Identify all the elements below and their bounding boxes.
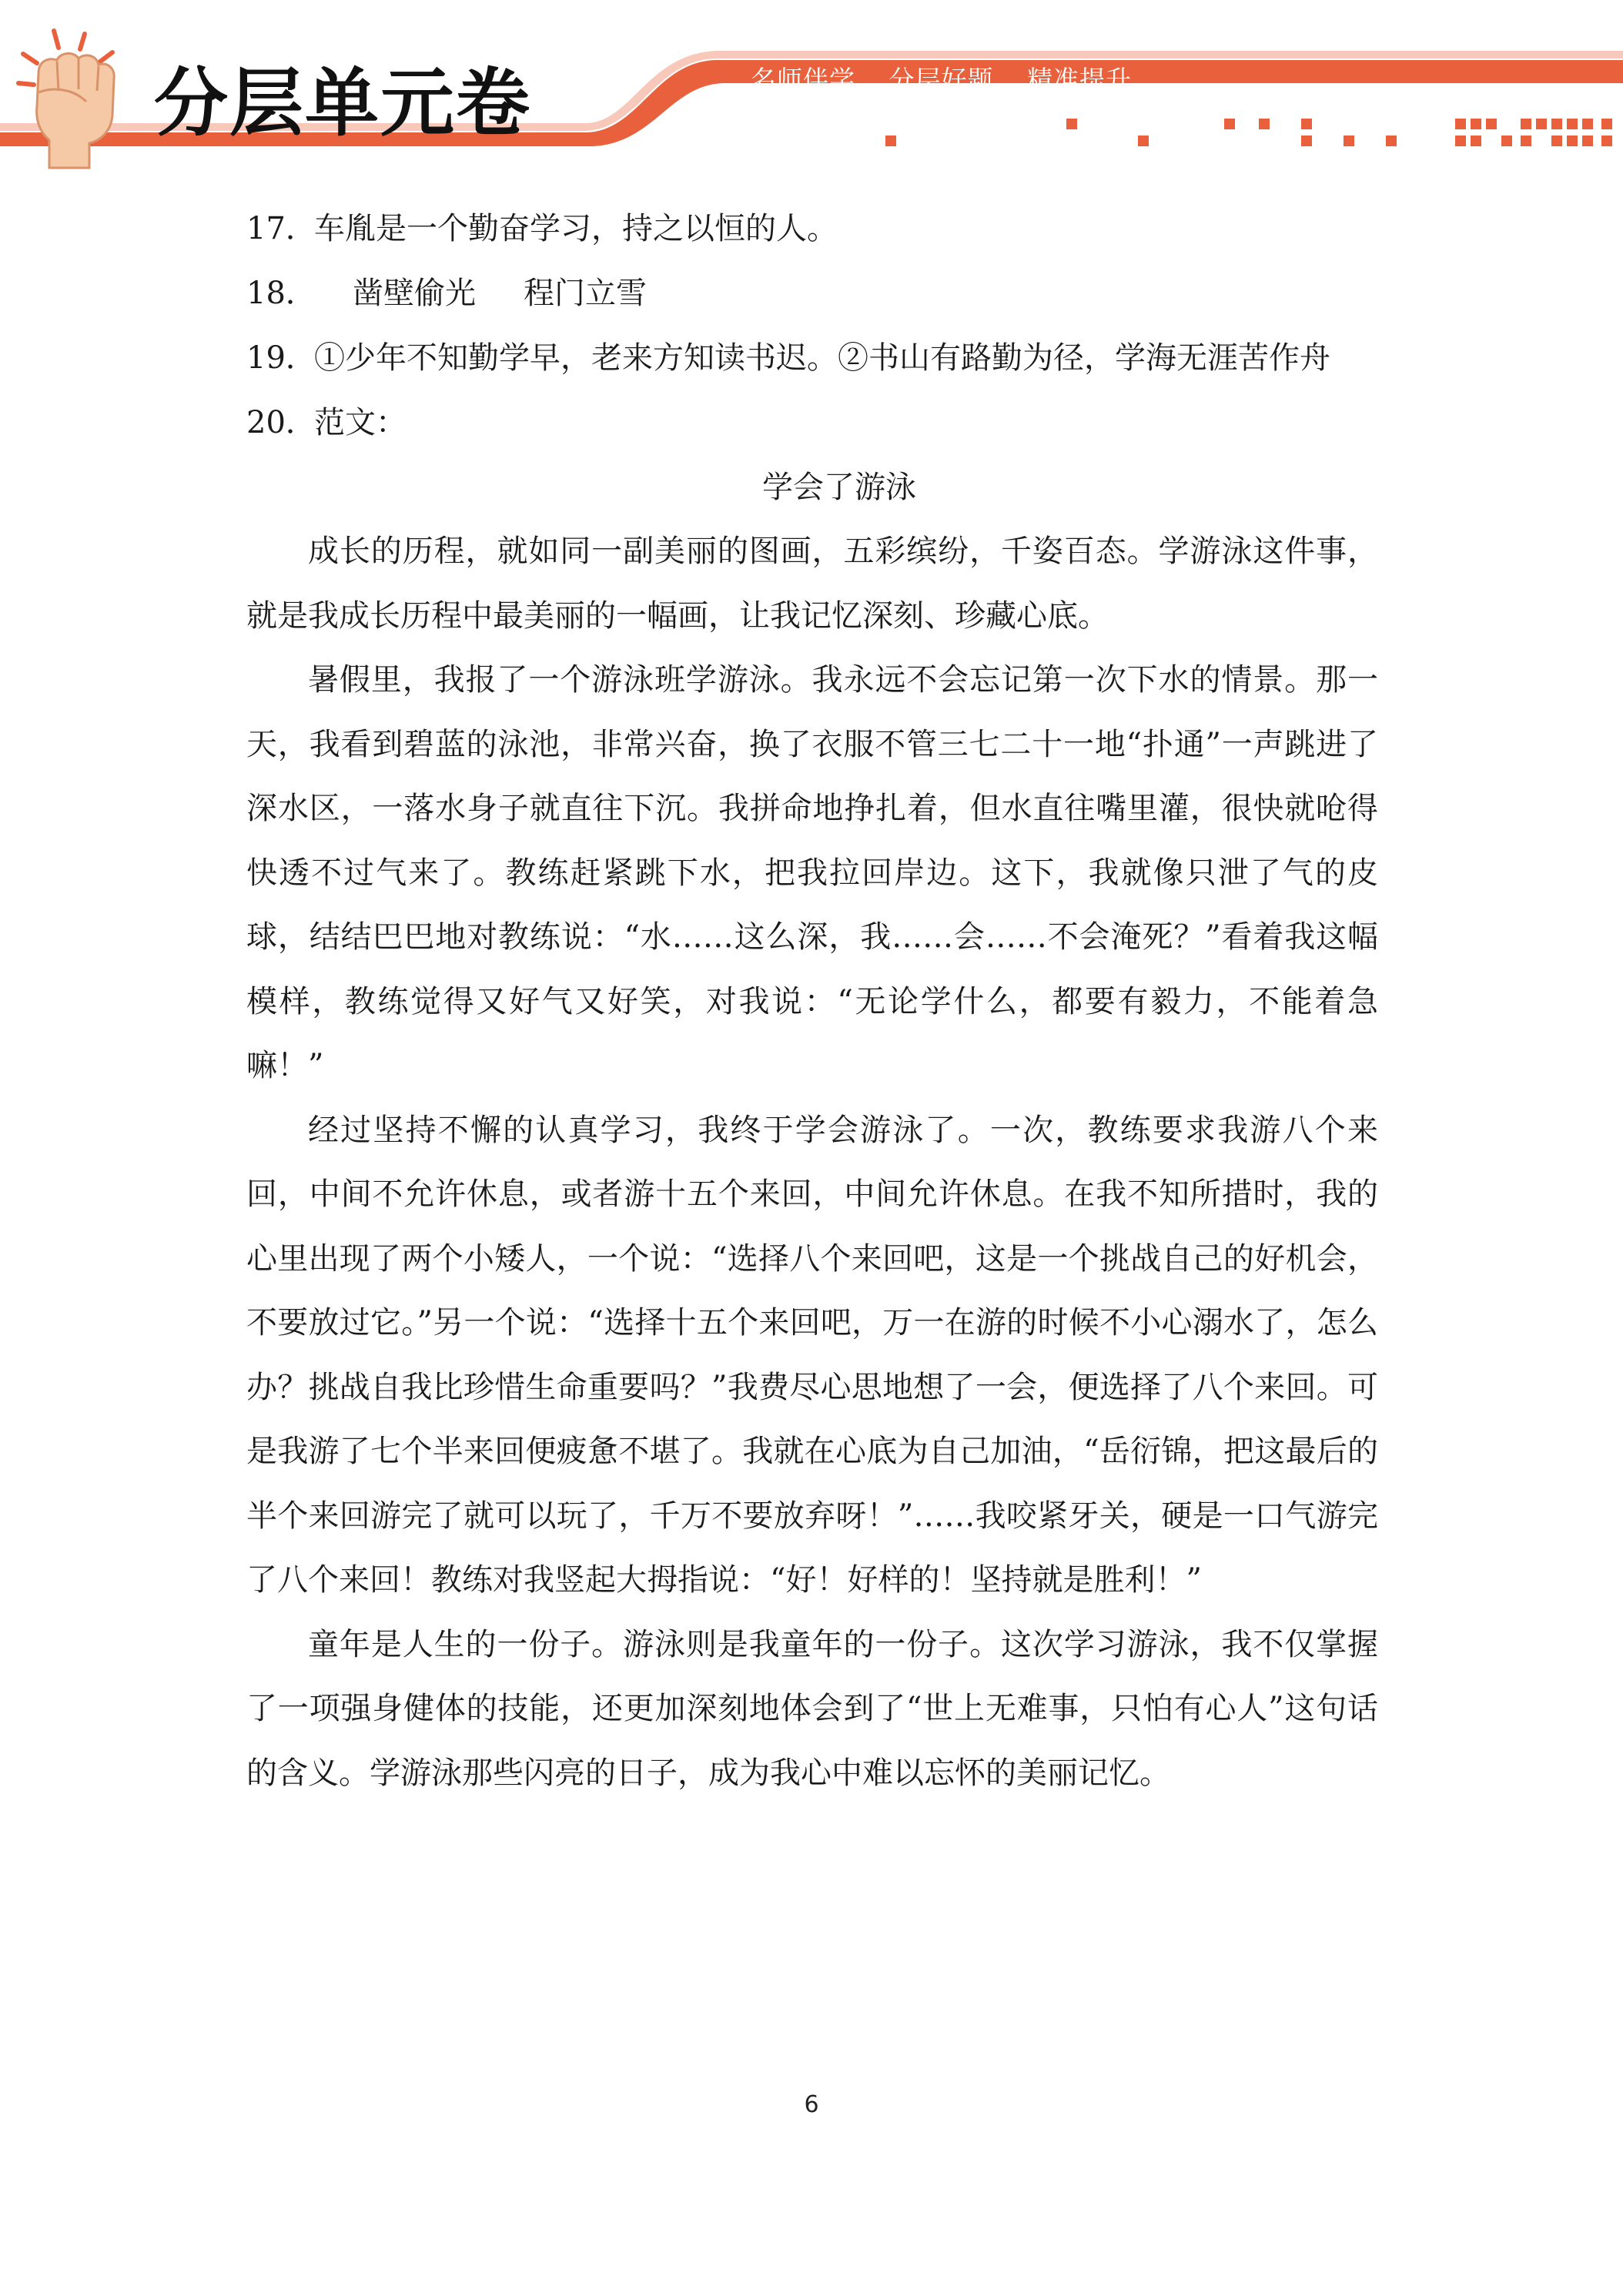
- answer-19: [246, 326, 1378, 390]
- question-number: 17．: [246, 211, 316, 246]
- essay-paragraph: 成长的历程，就如同一副美丽的图画，五彩缤纷，千姿百态。学游泳这件事，就是我成长历程中最美丽的一幅画，让我记忆深刻、珍藏心底。: [246, 534, 1378, 634]
- idiom-2: 程门立雪: [524, 276, 647, 311]
- essay-paragraph: 暑假里，我报了一个游泳班学游泳。我永远不会忘记第一次下水的情景。那一天，我看到碧蓝的泳池，非常兴奋，换了衣服不管三七二十一地“扑通”一声跳进了深水区，一落水身子就直往下沉。我拼命地挣扎着，但水直往嘴里灌，很快就呛得快透不过气来了。教练赶紧跳下水，把我拉回岸边。这下，我就像只泄了气的皮球，结结巴巴地对教练说：“水……这么深，我……会……不会淹死？”看着我这幅模样，教练觉得又好气又好笑，对我说：“无论学什么，都要有毅力，不能着急嘛！”: [246, 662, 1378, 1083]
- slogan-item: 精准提升: [1027, 65, 1132, 95]
- header-slogan: [751, 60, 1156, 96]
- question-number: 20．: [246, 405, 316, 440]
- essay-paragraph: 经过坚持不懈的认真学习，我终于学会游泳了。一次，教练要求我游八个来回，中间不允许休息，或者游十五个来回，中间允许休息。在我不知所措时，我的心里出现了两个小矮人，一个说：“选择八个来回吧，这是一个挑战自己的好机会，不要放过它。”另一个说：“选择十五个来回吧，万一在游的时候不小心溺水了，怎么办？挑战自我比珍惜生命重要吗？”我费尽心思地想了一会，便选择了八个来回。可是我游了七个半来回便疲惫不堪了。我就在心底为自己加油，“岳衍锦，把这最后的半个来回游完了就可以玩了，千万不要放弃呀！”……我咬紧牙关，硬是一口气游完了八个来回！教练对我竖起大拇指说：“好！好样的！坚持就是胜利！”: [246, 1112, 1378, 1598]
- idiom-1: 凿壁偷光: [353, 276, 476, 311]
- answer-17: [246, 196, 1378, 261]
- answer-18: [246, 261, 1378, 326]
- page-content: [246, 196, 1378, 1806]
- essay-title: 学会了游泳: [762, 470, 916, 505]
- question-number: 19．: [246, 340, 316, 376]
- fist-icon: [18, 31, 114, 168]
- essay-paragraph: 童年是人生的一份子。游泳则是我童年的一份子。这次学习游泳，我不仅掌握了一项强身健体的技能，还更加深刻地体会到了“世上无难事，只怕有心人”这句话的含义。学游泳那些闪亮的日子，成为我心中难以忘怀的美丽记忆。: [246, 1626, 1378, 1791]
- answer-text: 车胤是一个勤奋学习，持之以恒的人。: [314, 211, 838, 246]
- question-number: 18．: [246, 276, 316, 311]
- answer-text: 范文：: [314, 405, 407, 440]
- slogan-item: 分层好题: [888, 65, 994, 95]
- answer-text: ①少年不知勤学早，老来方知读书迟。②书山有路勤为径，学海无涯苦作舟: [314, 340, 1330, 376]
- page-header: [0, 0, 1623, 177]
- answer-20: [246, 390, 1378, 455]
- slogan-item: 名师伴学: [751, 65, 855, 95]
- brand-title: 分层单元卷: [154, 60, 531, 146]
- page-number: 6: [804, 2091, 819, 2118]
